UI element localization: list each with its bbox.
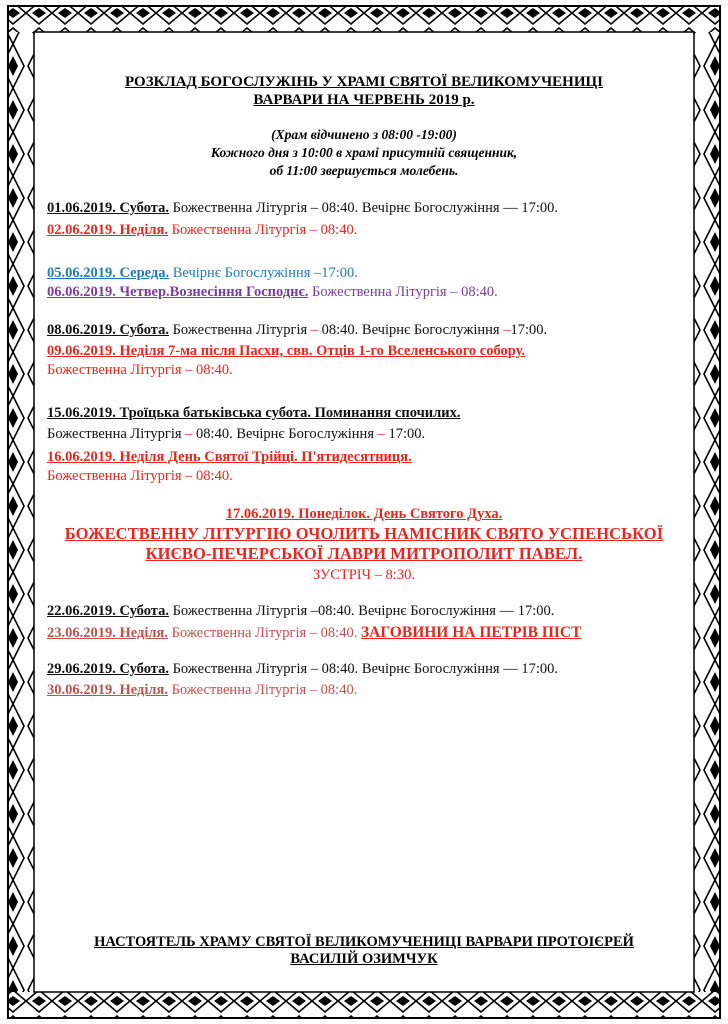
schedule-entry-1606	[47, 448, 412, 466]
entry-date: 17.06.2019. Понеділок. День Святого Духа.	[225, 506, 503, 522]
schedule-entry-0606	[47, 283, 498, 301]
entry-date: 09.06.2019. Неділя 7-ма після Пасхи, свв. Отців 1-го Вселенського собору.	[47, 343, 526, 359]
schedule-entry-2206	[47, 602, 554, 620]
entry-text: 08:40. Вечірнє Богослужіння	[192, 426, 378, 442]
entry-text: Божественна Літургія – 08:40.	[308, 284, 498, 300]
entry-date: 08.06.2019. Субота.	[47, 322, 169, 338]
meeting-time: ЗУСТРІЧ – 8:30.	[313, 567, 415, 583]
announcement-line1: БОЖЕСТВЕННУ ЛІТУРГІЮ ОЧОЛИТЬ НАМІСНИК СВЯТО УСПЕНСЬКОЇ	[64, 524, 664, 543]
entry-text: Божественна Літургія – 08:40.	[168, 222, 358, 238]
opening-hours-note: (Храм відчинено з 08:00 -19:00)	[271, 127, 457, 142]
moleben-note: об 11:00 звершується молебень.	[269, 163, 459, 178]
priest-presence-note: Кожного дня з 10:00 в храмі присутній священник,	[210, 145, 518, 160]
schedule-entry-3006	[47, 681, 357, 699]
entry-dash: –	[377, 426, 385, 442]
entry-text: Божественна Літургія	[47, 426, 186, 442]
schedule-entry-1506-text	[47, 425, 425, 443]
entry-date: 02.06.2019. Неділя.	[47, 222, 168, 238]
entry-text: Божественна Літургія – 08:40.	[168, 682, 358, 698]
entry-date: 29.06.2019. Субота.	[47, 661, 169, 677]
schedule-entry-0906	[47, 342, 525, 360]
entry-text: 17:00.	[510, 322, 548, 338]
schedule-entry-0206	[47, 221, 357, 239]
entry-text: Божественна Літургія	[168, 322, 311, 338]
schedule-entry-2906	[47, 660, 558, 678]
entry-dash: –	[185, 426, 193, 442]
entry-date: 30.06.2019. Неділя.	[47, 682, 168, 698]
schedule-entry-0906-text	[47, 361, 233, 379]
schedule-entry-0806	[47, 321, 547, 339]
page-title-line2: ВАРВАРИ НА ЧЕРВЕНЬ 2019 р.	[253, 92, 475, 108]
entry-date: 15.06.2019. Троїцька батьківська субота. Поминання спочилих.	[47, 405, 461, 421]
schedule-entry-0506	[47, 264, 358, 282]
entry-text: Божественна Літургія – 08:40. Вечірнє Богослужіння — 17:00.	[168, 200, 558, 216]
entry-text: Божественна Літургія – 08:40. Вечірнє Богослужіння — 17:00.	[168, 661, 558, 677]
entry-text: Вечірнє Богослужіння –17:00.	[169, 265, 358, 281]
fast-notice: ЗАГОВИНИ НА ПЕТРІВ ПІСТ	[360, 624, 582, 641]
entry-text: Божественна Літургія – 08:40.	[168, 625, 361, 641]
entry-dash: –	[503, 322, 511, 338]
entry-dash: –	[310, 322, 319, 338]
entry-date: 16.06.2019. Неділя День Святої Трійці. П'ятидесятниця.	[47, 449, 412, 465]
schedule-entry-1606-text	[47, 467, 233, 485]
entry-date: 23.06.2019. Неділя.	[47, 625, 168, 641]
schedule-entry-0106	[47, 199, 558, 217]
entry-text: Божественна Літургія – 08:40.	[47, 468, 233, 484]
entry-text: 17:00.	[384, 426, 426, 442]
entry-date: 01.06.2019. Субота.	[47, 200, 169, 216]
schedule-entry-2306	[47, 624, 581, 642]
entry-date: 06.06.2019. Четвер.Вознесіння Господнє.	[47, 284, 309, 300]
page-title-line1: РОЗКЛАД БОГОСЛУЖІНЬ У ХРАМІ СВЯТОЇ ВЕЛИКОМУЧЕНИЦІ	[124, 74, 603, 90]
entry-text: Божественна Літургія –08:40. Вечірнє Богослужіння — 17:00.	[168, 603, 555, 619]
footer-signature-line1: НАСТОЯТЕЛЬ ХРАМУ СВЯТОЇ ВЕЛИКОМУЧЕНИЦІ ВАРВАРИ ПРОТОІЄРЕЙ	[94, 934, 634, 950]
announcement-line2: КИЄВО-ПЕЧЕРСЬКОЇ ЛАВРИ МИТРОПОЛИТ ПАВЕЛ.	[145, 544, 583, 563]
entry-date: 05.06.2019. Середа.	[47, 265, 170, 281]
schedule-entry-1506	[47, 404, 460, 422]
entry-date: 22.06.2019. Субота.	[47, 603, 169, 619]
entry-text: Божественна Літургія – 08:40.	[47, 362, 233, 378]
footer-signature-line2: ВАСИЛІЙ ОЗИМЧУК	[290, 951, 438, 967]
schedule-entry-1706	[40, 505, 688, 523]
entry-text: 08:40. Вечірнє Богослужіння	[318, 322, 504, 338]
